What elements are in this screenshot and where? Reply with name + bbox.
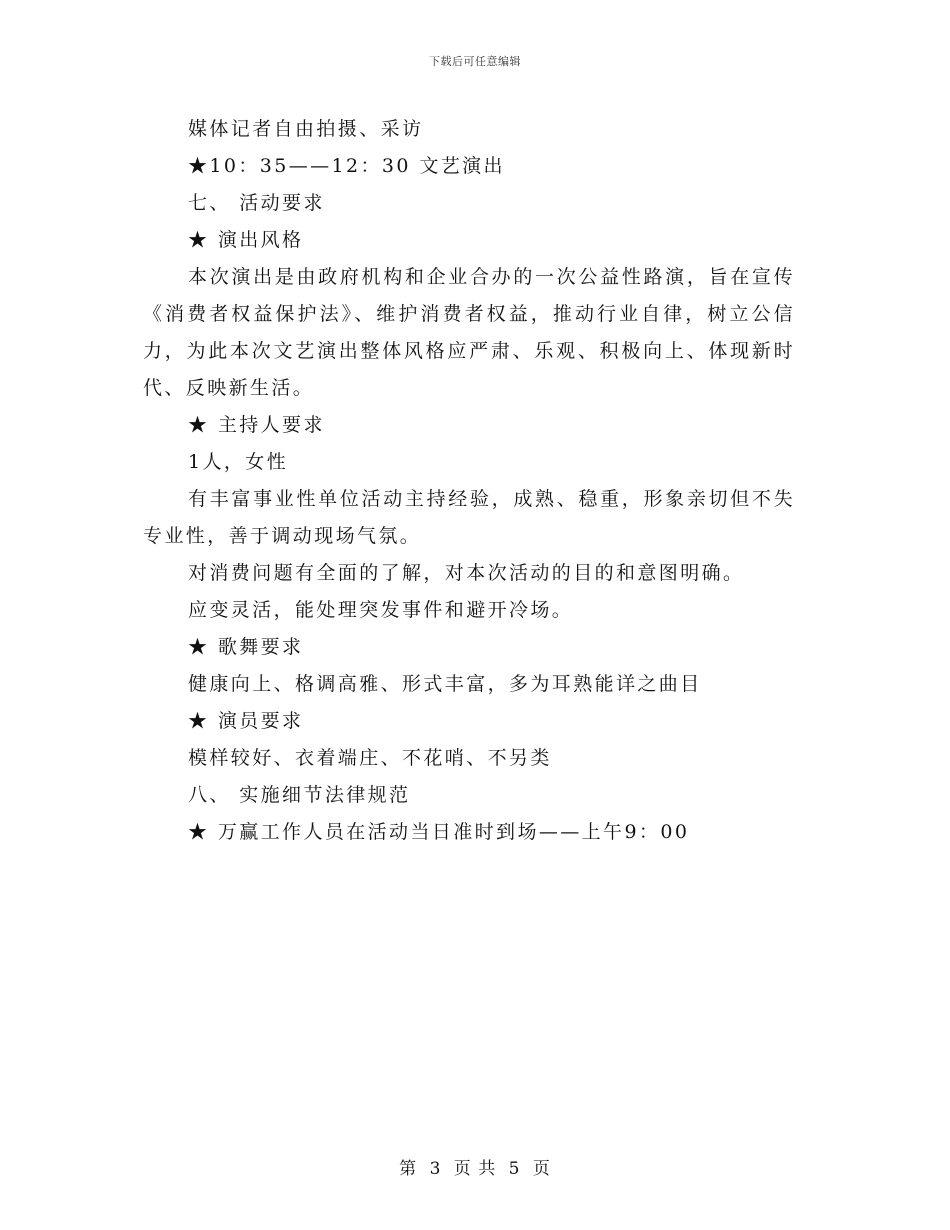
total-pages-number: 5 <box>508 1159 521 1179</box>
page-header: 下载后可任意编辑 <box>429 55 521 68</box>
paragraph: ★10：35——12：30 文艺演出 <box>188 155 505 177</box>
subheading: ★ 演员要求 <box>188 710 304 732</box>
paragraph: 对消费问题有全面的了解，对本次活动的目的和意图明确。 <box>188 562 745 584</box>
current-page-number: 3 <box>429 1159 442 1179</box>
footer-middle: 页 共 <box>453 1159 497 1179</box>
paragraph: 1人，女性 <box>188 451 289 473</box>
paragraph: 媒体记者自由拍摄、采访 <box>188 118 424 140</box>
paragraph: 健康向上、格调高雅、形式丰富，多为耳熟能详之曲目 <box>188 673 702 695</box>
footer-suffix: 页 <box>532 1159 551 1179</box>
page-footer <box>0 1154 950 1179</box>
document-body <box>143 111 795 851</box>
paragraph: 有丰富事业性单位活动主持经验，成熟、稳重，形象亲切但不失专业性，善于调动现场气氛。 <box>143 488 795 547</box>
paragraph: 模样较好、衣着端庄、不花哨、不另类 <box>188 747 552 769</box>
section-heading: 七、 活动要求 <box>188 192 325 214</box>
paragraph: 应变灵活，能处理突发事件和避开冷场。 <box>188 599 574 621</box>
subheading: ★ 主持人要求 <box>188 414 325 436</box>
section-heading: 八、 实施细节法律规范 <box>188 784 411 806</box>
subheading: ★ 演出风格 <box>188 229 304 251</box>
paragraph: ★ 万赢工作人员在活动当日准时到场——上午9：00 <box>188 821 690 843</box>
subheading: ★ 歌舞要求 <box>188 636 304 658</box>
paragraph: 本次演出是由政府机构和企业合办的一次公益性路演，旨在宣传《消费者权益保护法》、维护消费者权益，推动行业自律，树立公信力，为此本次文艺演出整体风格应严肃、乐观、积极向上、体现新时代、反映新生活。 <box>143 266 795 399</box>
footer-prefix: 第 <box>399 1159 418 1179</box>
